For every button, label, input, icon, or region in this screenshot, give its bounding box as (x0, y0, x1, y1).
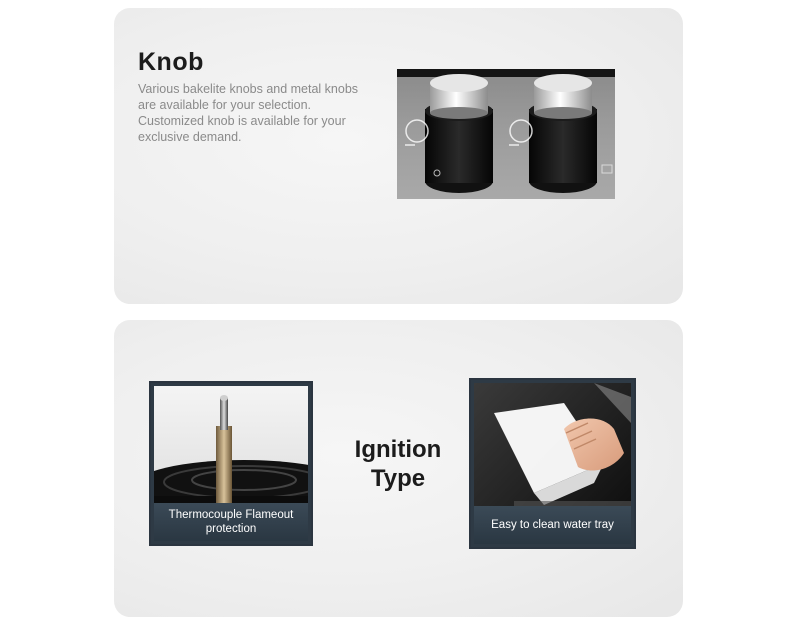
ignition-title-line2: Type (370, 465, 426, 492)
control-knobs-photo (397, 69, 615, 199)
thermocouple-card (149, 381, 313, 546)
ignition-panel (114, 320, 683, 617)
water-tray-caption: Easy to clean water tray (474, 506, 631, 544)
ignition-title (335, 435, 461, 493)
knob-panel (114, 8, 683, 304)
water-tray-card (469, 378, 636, 549)
knob-title: Knob (138, 48, 204, 76)
knob-description: Various bakelite knobs and metal knobs are available for your selection. Customized knob is available for your exclusive demand. (138, 82, 359, 144)
thermocouple-caption: Thermocouple Flameout protection (154, 503, 308, 541)
ignition-title-line1: Ignition (354, 436, 442, 463)
